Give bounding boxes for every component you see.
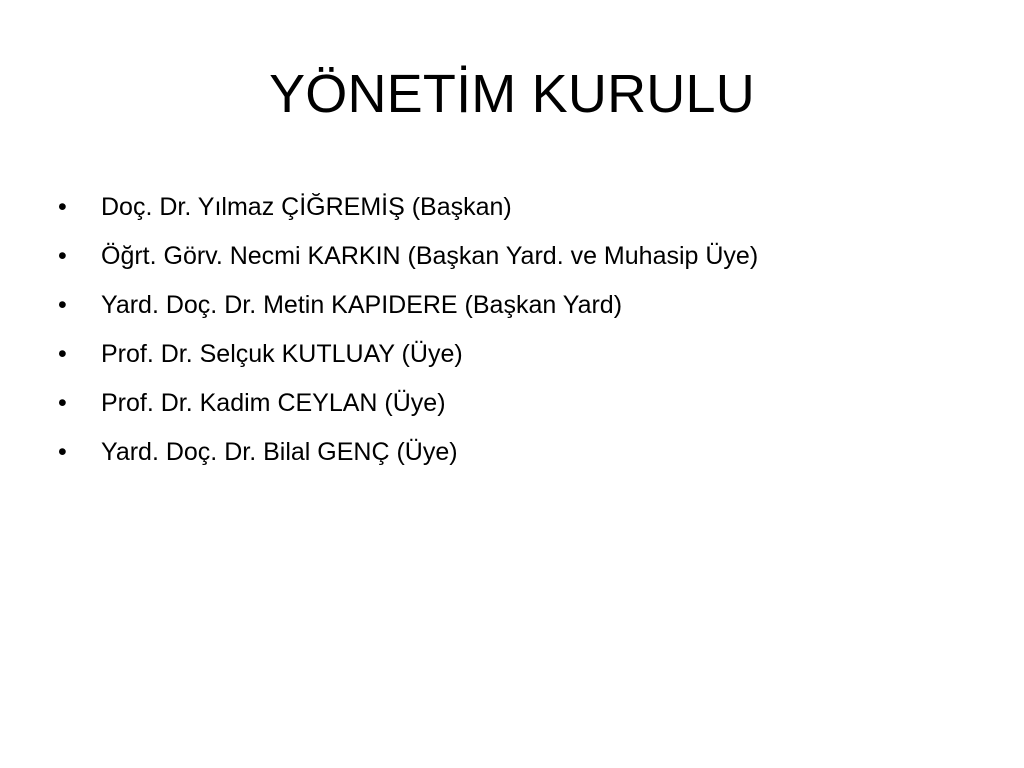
list-item: [58, 428, 978, 477]
list-item: [58, 379, 978, 428]
member-name: Prof. Dr. Selçuk KUTLUAY (Üye): [101, 340, 463, 368]
bullet-icon: •: [58, 438, 67, 466]
bullet-icon: •: [58, 389, 67, 417]
member-name: Prof. Dr. Kadim CEYLAN (Üye): [101, 389, 446, 417]
member-name: Yard. Doç. Dr. Bilal GENÇ (Üye): [101, 438, 458, 466]
slide-title: YÖNETİM KURULU: [269, 64, 755, 124]
member-name: Doç. Dr. Yılmaz ÇİĞREMİŞ (Başkan): [101, 193, 512, 221]
bullet-icon: •: [58, 291, 67, 319]
bullet-icon: •: [58, 193, 67, 221]
bullet-icon: •: [58, 242, 67, 270]
bullet-icon: •: [58, 340, 67, 368]
list-item: [58, 330, 978, 379]
list-item: [58, 183, 978, 232]
member-list: [58, 183, 978, 477]
list-item: [58, 281, 978, 330]
list-item: [58, 232, 978, 281]
member-name: Öğrt. Görv. Necmi KARKIN (Başkan Yard. ve Muhasip Üye): [101, 242, 759, 270]
member-name: Yard. Doç. Dr. Metin KAPIDERE (Başkan Yard): [101, 291, 623, 319]
